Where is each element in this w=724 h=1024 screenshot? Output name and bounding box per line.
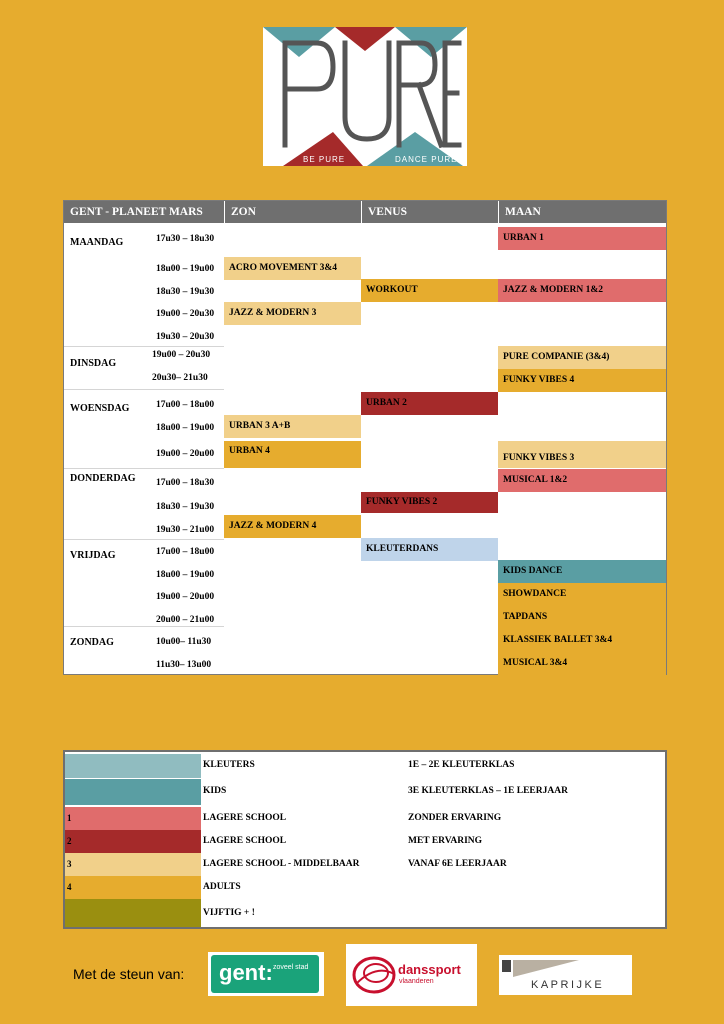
class-jazz-modern-1-2[interactable]: JAZZ & MODERN 1&2: [498, 279, 666, 302]
day-zondag: ZONDAG: [70, 637, 114, 648]
kaprijke-text: KAPRIJKE: [531, 979, 605, 991]
legend-swatch-vijftig: [65, 899, 201, 927]
logo-tag-right: DANCE PURE: [395, 155, 458, 164]
sponsor-intro: Met de steun van:: [73, 966, 185, 982]
class-workout[interactable]: WORKOUT: [361, 279, 498, 302]
day-dinsdag: DINSDAG: [70, 358, 117, 369]
day-divider: [64, 468, 224, 469]
legend-desc: 1E – 2E KLEUTERKLAS: [408, 760, 515, 770]
header-venus: VENUS: [361, 201, 498, 223]
day-donderdag: DONDERDAG: [70, 473, 136, 484]
header-zon: ZON: [224, 201, 361, 223]
gent-logo-box: [211, 955, 319, 993]
gent-logo-subtext: zoveel stad: [273, 964, 309, 971]
time-slot: 18u00 – 19u00: [156, 423, 215, 433]
header-maan: MAAN: [498, 201, 666, 223]
legend-label: LAGERE SCHOOL: [203, 813, 287, 823]
pure-logo: [263, 27, 467, 166]
class-urban-3[interactable]: URBAN 3 A+B: [224, 415, 361, 438]
day-vrijdag: VRIJDAG: [70, 550, 116, 561]
legend-desc: MET ERVARING: [408, 836, 483, 846]
class-jazz-modern-4[interactable]: JAZZ & MODERN 4: [224, 515, 361, 538]
time-slot: 18u00 – 19u00: [156, 264, 215, 274]
class-urban-1[interactable]: URBAN 1: [498, 227, 666, 250]
day-woensdag: WOENSDAG: [70, 403, 130, 414]
time-slot: 19u30 – 21u00: [156, 525, 215, 535]
sponsor-gent-logo[interactable]: [208, 952, 324, 996]
time-slot: 20u30– 21u30: [152, 373, 208, 383]
time-slot: 18u00 – 19u00: [156, 570, 215, 580]
legend-label: KLEUTERS: [203, 760, 255, 770]
class-urban-2[interactable]: URBAN 2: [361, 392, 498, 415]
legend-swatch-middelbaar: 3: [65, 853, 201, 876]
time-slot: 19u00 – 20u00: [156, 449, 215, 459]
class-kids-dance[interactable]: KIDS DANCE: [498, 560, 666, 583]
time-slot: 19u00 – 20u30: [152, 350, 211, 360]
legend-swatch-kids: [65, 779, 201, 805]
class-funky-vibes-4[interactable]: FUNKY VIBES 4: [498, 369, 666, 392]
class-urban-4[interactable]: URBAN 4: [224, 441, 361, 468]
time-slot: 17u00 – 18u00: [156, 547, 215, 557]
gent-logo-text: gent:: [219, 960, 273, 985]
time-slot: 10u00– 11u30: [156, 637, 212, 647]
class-funky-vibes-3[interactable]: FUNKY VIBES 3: [498, 441, 666, 468]
class-pure-companie[interactable]: PURE COMPANIE (3&4): [498, 346, 666, 369]
time-slot: 17u00 – 18u30: [156, 478, 215, 488]
class-showdance[interactable]: SHOWDANCE: [498, 583, 666, 606]
legend-desc: VANAF 6E LEERJAAR: [408, 859, 507, 869]
danssport-subtext: vlaanderen: [399, 978, 434, 985]
legend-label: KIDS: [203, 786, 227, 796]
legend-swatch-lagere-1: 1: [65, 807, 201, 830]
time-slot: 11u30– 13u00: [156, 660, 212, 670]
class-klassiek-ballet[interactable]: KLASSIEK BALLET 3&4: [498, 629, 666, 652]
time-slot: 17u00 – 18u00: [156, 400, 215, 410]
schedule-table: [63, 200, 667, 675]
legend-label: VIJFTIG + !: [203, 908, 255, 918]
legend-swatch-adults: 4: [65, 876, 201, 899]
pure-logo-graphic: [263, 27, 467, 166]
time-slot: 19u00 – 20u00: [156, 592, 215, 602]
time-slot: 18u30 – 19u30: [156, 502, 215, 512]
sponsor-danssport-logo[interactable]: [346, 944, 477, 1006]
legend-swatch-lagere-2: 2: [65, 830, 201, 853]
header-location: GENT - PLANEET MARS: [64, 201, 224, 223]
class-musical-3-4[interactable]: MUSICAL 3&4: [498, 652, 666, 675]
danssport-text: danssport: [398, 962, 461, 977]
class-tapdans[interactable]: TAPDANS: [498, 606, 666, 629]
class-musical-1-2[interactable]: MUSICAL 1&2: [498, 469, 666, 492]
time-slot: 18u30 – 19u30: [156, 287, 215, 297]
day-divider: [64, 389, 224, 390]
time-slot: 20u00 – 21u00: [156, 615, 215, 625]
legend-label: LAGERE SCHOOL - MIDDELBAAR: [203, 859, 360, 869]
sponsor-kaprijke-logo[interactable]: [499, 955, 632, 995]
time-slot: 19u30 – 20u30: [156, 332, 215, 342]
legend-desc: 3E KLEUTERKLAS – 1E LEERJAAR: [408, 786, 568, 796]
class-kleuterdans[interactable]: KLEUTERDANS: [361, 538, 498, 561]
legend-swatch-kleuters: [65, 754, 201, 778]
day-maandag: MAANDAG: [70, 237, 124, 248]
logo-tag-left: BE PURE: [303, 155, 346, 164]
class-funky-vibes-2[interactable]: FUNKY VIBES 2: [361, 492, 498, 513]
legend-label: ADULTS: [203, 882, 241, 892]
class-acro-movement[interactable]: ACRO MOVEMENT 3&4: [224, 257, 361, 280]
legend-desc: ZONDER ERVARING: [408, 813, 502, 823]
time-slot: 17u30 – 18u30: [156, 234, 215, 244]
class-jazz-modern-3[interactable]: JAZZ & MODERN 3: [224, 302, 361, 325]
time-slot: 19u00 – 20u30: [156, 309, 215, 319]
legend-label: LAGERE SCHOOL: [203, 836, 287, 846]
legend-table: [63, 750, 667, 929]
